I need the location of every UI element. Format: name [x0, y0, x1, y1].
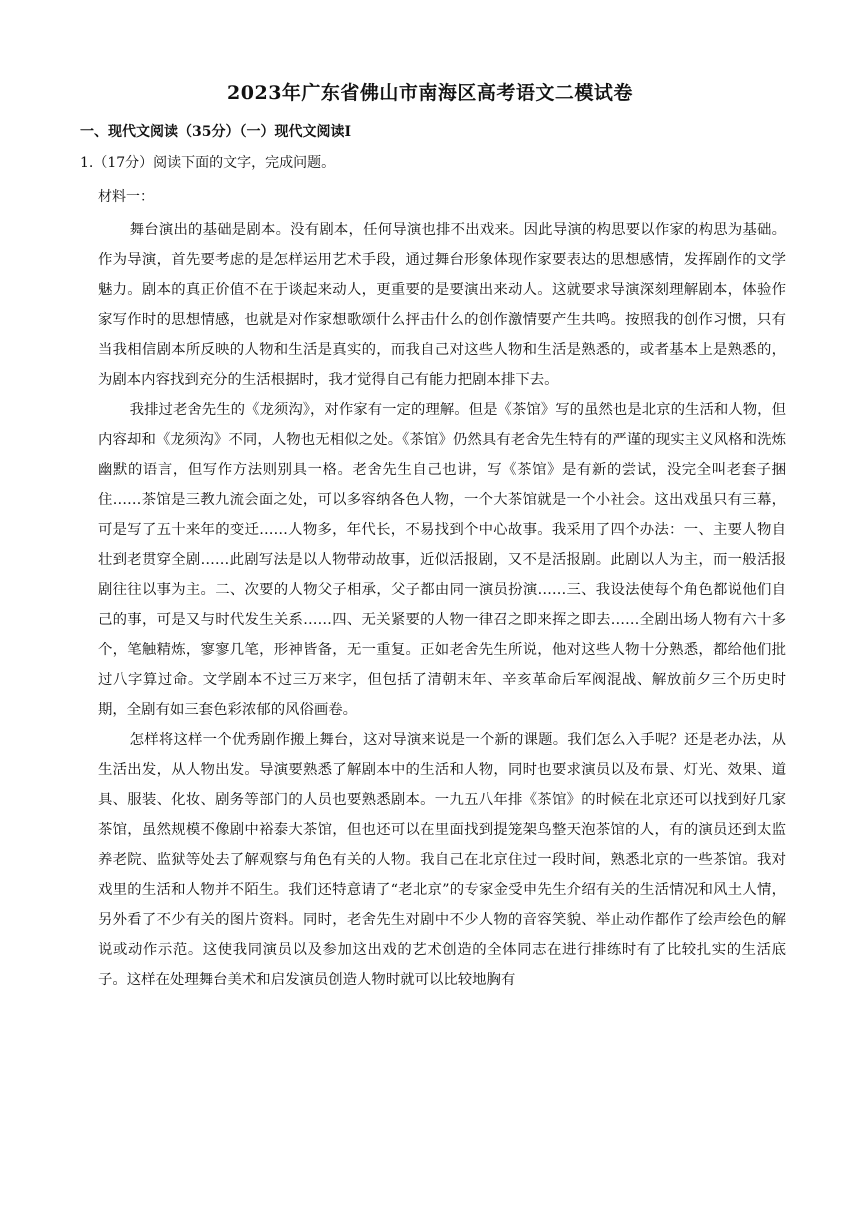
- page-title: 2023年广东省佛山市南海区高考语文二模试卷: [227, 82, 633, 104]
- passage-body: [98, 215, 786, 995]
- paragraph: 我排过老舍先生的《龙须沟》，对作家有一定的理解。但是《茶馆》写的虽然也是北京的生活和人物，但内容却和《龙须沟》不同，人物也无相似之处。《茶馆》仍然具有老舍先生特有的严谨的现实主义风格和洗炼幽默的语言，但写作方法则别具一格。老舍先生自己也讲，写《茶馆》是有新的尝试，没完全叫老套子捆住……茶馆是三教九流会面之处，可以多容纳各色人物，一个大茶馆就是一个小社会。这出戏虽只有三幕，可是写了五十来年的变迁……人物多，年代长，不易找到个中心故事。我采用了四个办法：一、主要人物自壮到老贯穿全剧……此剧写法是以人物带动故事，近似活报剧，又不是活报剧。此剧以人为主，而一般活报剧往往以事为主。二、次要的人物父子相承，父子都由同一演员扮演……三、我设法使每个角色都说他们自己的事，可是又与时代发生关系……四、无关紧要的人物一律召之即来挥之即去……全剧出场人物有六十多个，笔触精炼，寥寥几笔，形神皆备，无一重复。正如老舍先生所说，他对这些人物十分熟悉，都给他们批过八字算过命。文学剧本不过三万来字，但包括了清朝末年、辛亥革命后军阀混战、解放前夕三个历史时期，全剧有如三套色彩浓郁的风俗画卷。: [98, 402, 786, 718]
- paragraph: 怎样将这样一个优秀剧作搬上舞台，这对导演来说是一个新的课题。我们怎么入手呢？还是老办法，从生活出发，从人物出发。导演要熟悉了解剧本中的生活和人物，同时也要求演员以及布景、灯光、效果、道具、服装、化妆、剧务等部门的人员也要熟悉剧本。一九五八年排《茶馆》的时候在北京还可以找到好几家茶馆，虽然规模不像剧中裕泰大茶馆，但也还可以在里面找到提笼架鸟整天泡茶馆的人，有的演员还到太监养老院、监狱等处去了解观察与角色有关的人物。我自己在北京住过一段时间，熟悉北京的一些茶馆。我对戏里的生活和人物并不陌生。我们还特意请了“老北京”的专家金受申先生介绍有关的生活情况和风土人情，另外看了不少有关的图片资料。同时，老舍先生对剧中不少人物的音容笑貌、举止动作都作了绘声绘色的解说或动作示范。这使我同演员以及参加这出戏的艺术创造的全体同志在进行排练时有了比较扎实的生活底子。这样在处理舞台美术和启发演员创造人物时就可以比较地胸有: [98, 732, 786, 988]
- section-heading: 一、现代文阅读（35分）（一）现代文阅读Ⅰ: [80, 124, 352, 140]
- question-prompt: 1.（17分）阅读下面的文字，完成问题。: [80, 155, 336, 171]
- material-label: 材料一：: [98, 189, 154, 205]
- paragraph: 舞台演出的基础是剧本。没有剧本，任何导演也排不出戏来。因此导演的构思要以作家的构思为基础。作为导演，首先要考虑的是怎样运用艺术手段，通过舞台形象体现作家要表达的思想感情，发挥剧作的文学魅力。剧本的真正价值不在于谈起来动人，更重要的是要演出来动人。这就要求导演深刻理解剧本，体验作家写作时的思想情感，也就是对作家想歌颂什么抨击什么的创作激情要产生共鸣。按照我的创作习惯，只有当我相信剧本所反映的人物和生活是真实的，而我自己对这些人物和生活是熟悉的，或者基本上是熟悉的，为剧本内容找到充分的生活根据时，我才觉得自己有能力把剧本排下去。: [98, 222, 786, 388]
